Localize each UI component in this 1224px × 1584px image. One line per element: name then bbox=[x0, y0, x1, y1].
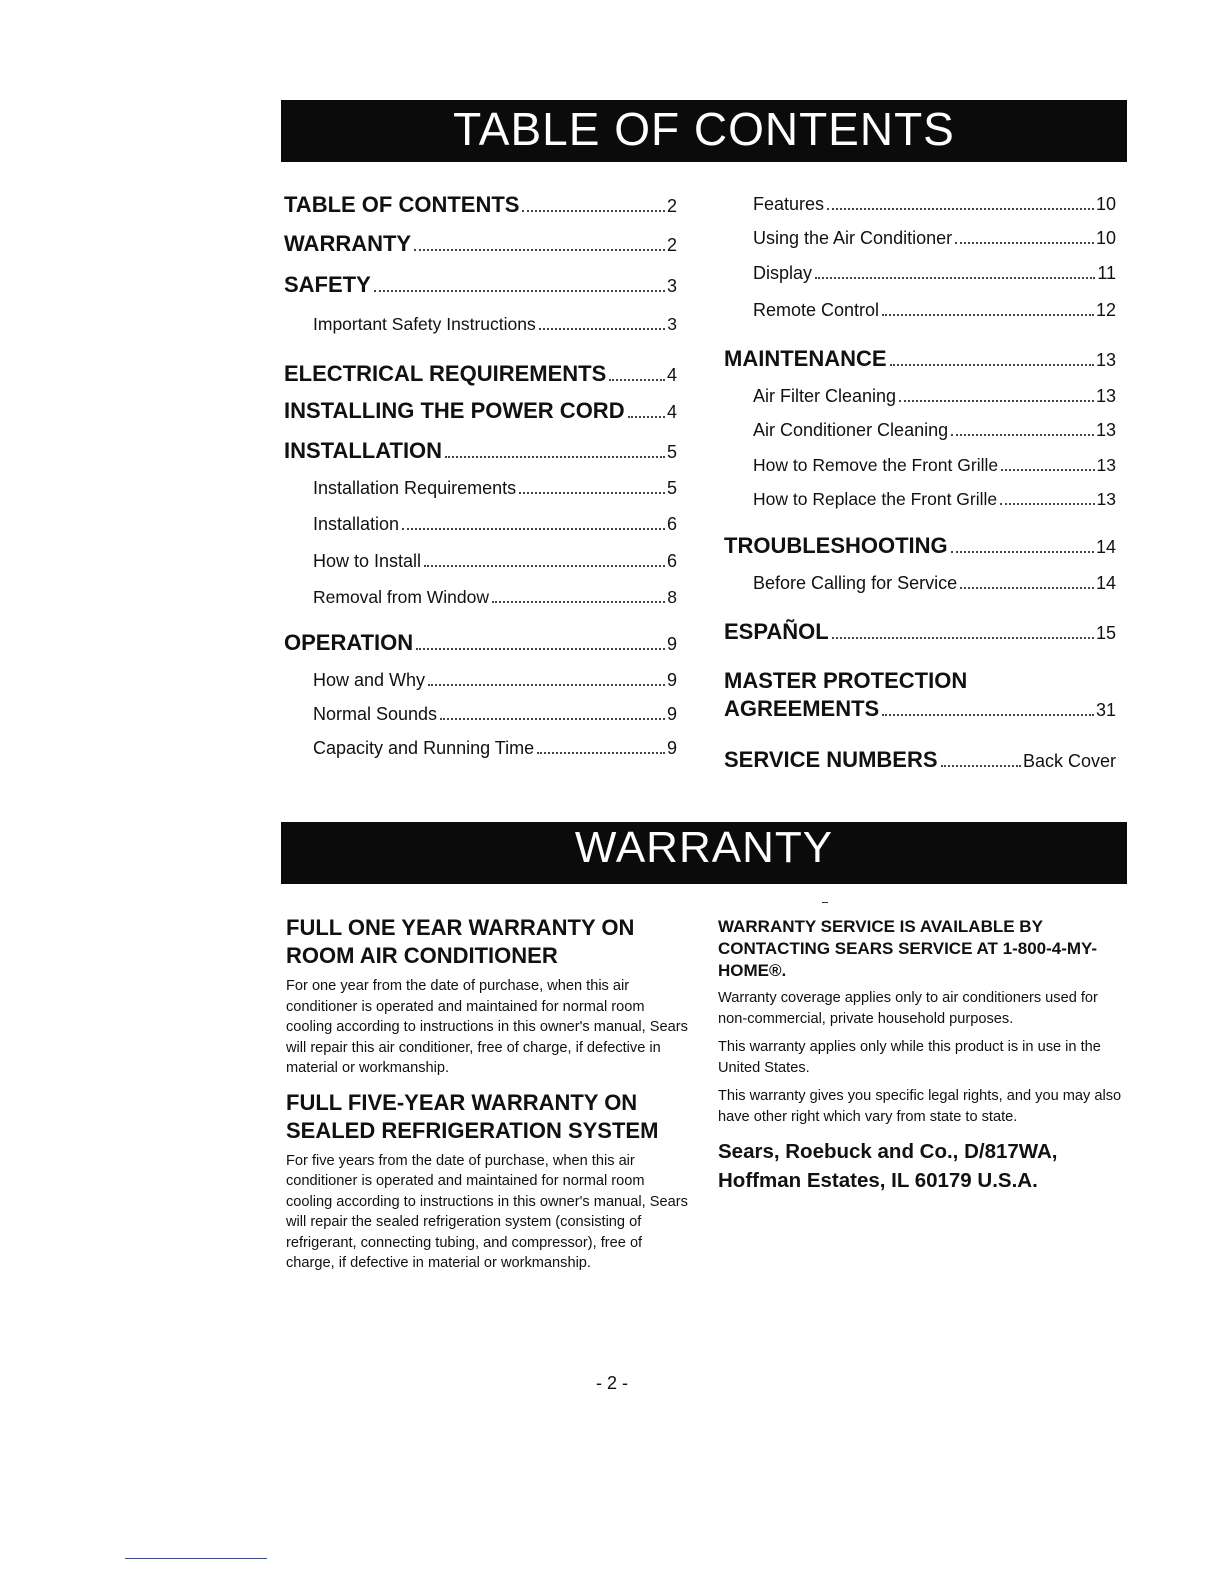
toc-entry-label: WARRANTY bbox=[284, 231, 412, 256]
five-year-warranty-text: For five years from the date of purchase, when this air conditioner is operated and maintained for normal room cooling according to instructions in this owner's manual, Sears will repair the sealed refrigeration system (consisting of refrigerant, connecting tubing, and compressor), free of charge, if defective in material or workmanship. bbox=[286, 1152, 688, 1271]
dot-leader bbox=[890, 364, 1094, 366]
toc-entry-page: 5 bbox=[666, 478, 677, 498]
toc-entry-page: 6 bbox=[666, 514, 677, 534]
toc-entry-page: 10 bbox=[1095, 228, 1116, 248]
toc-entry-master-protection-line1: MASTER PROTECTION bbox=[724, 668, 968, 693]
toc-entry[interactable] bbox=[753, 300, 1116, 321]
toc-entry-page: 4 bbox=[666, 365, 677, 385]
toc-entry[interactable] bbox=[753, 455, 1116, 476]
toc-entry[interactable] bbox=[724, 696, 1116, 722]
toc-entry-label: How to Replace the Front Grille bbox=[753, 489, 998, 509]
sears-address-line1: Sears, Roebuck and Co., D/817WA, bbox=[718, 1140, 1058, 1163]
dot-leader bbox=[402, 528, 665, 530]
toc-entry-page: 10 bbox=[1095, 194, 1116, 214]
toc-entry-label: INSTALLING THE POWER CORD bbox=[284, 398, 625, 423]
toc-entry-page: 9 bbox=[666, 738, 677, 758]
dot-leader bbox=[628, 416, 665, 418]
toc-entry-page: 5 bbox=[666, 442, 677, 462]
one-year-warranty-heading: FULL ONE YEAR WARRANTY ON ROOM AIR CONDITIONER bbox=[286, 915, 635, 968]
toc-entry[interactable] bbox=[284, 398, 677, 424]
dot-leader bbox=[539, 328, 666, 330]
toc-entry-page: 3 bbox=[666, 276, 677, 296]
toc-entry-label: AGREEMENTS bbox=[724, 696, 880, 721]
one-year-warranty-text: For one year from the date of purchase, when this air conditioner is operated and maintained for normal room cooling according to instructions in this owner's manual, Sears will repair this air conditioner, free of charge, if defective in material or workmanship. bbox=[286, 978, 688, 1076]
toc-entry[interactable] bbox=[313, 478, 677, 499]
dot-leader bbox=[882, 314, 1094, 316]
toc-entry-page: 9 bbox=[666, 670, 677, 690]
toc-entry-page: 9 bbox=[666, 704, 677, 724]
toc-entry[interactable] bbox=[313, 514, 677, 535]
toc-entry-page: 8 bbox=[667, 587, 677, 607]
toc-entry-page: 2 bbox=[666, 235, 677, 255]
dot-leader bbox=[492, 601, 665, 603]
toc-entry[interactable] bbox=[284, 438, 677, 464]
dot-leader bbox=[899, 400, 1094, 402]
toc-entry[interactable] bbox=[313, 670, 677, 691]
toc-entry[interactable] bbox=[753, 228, 1116, 249]
dot-leader bbox=[815, 277, 1095, 279]
toc-entry[interactable] bbox=[724, 533, 1116, 559]
toc-entry[interactable] bbox=[284, 272, 677, 298]
dot-leader bbox=[955, 242, 1094, 244]
toc-entry-label: Installation Requirements bbox=[313, 478, 517, 498]
warranty-left-column bbox=[286, 914, 691, 1278]
toc-entry-label: Normal Sounds bbox=[313, 704, 438, 724]
toc-entry-page: 13 bbox=[1096, 455, 1116, 475]
dot-leader bbox=[445, 456, 665, 458]
toc-entry-page: 13 bbox=[1095, 350, 1116, 370]
dot-leader bbox=[374, 290, 665, 292]
toc-entry-page: 15 bbox=[1095, 623, 1116, 643]
dot-leader bbox=[832, 637, 1094, 639]
dot-leader bbox=[1001, 469, 1094, 471]
toc-entry[interactable] bbox=[313, 314, 677, 335]
toc-entry-label: ELECTRICAL REQUIREMENTS bbox=[284, 361, 607, 386]
toc-entry[interactable] bbox=[284, 630, 677, 656]
toc-entry[interactable] bbox=[724, 747, 1116, 773]
dot-leader bbox=[440, 718, 665, 720]
toc-entry-page: 13 bbox=[1096, 489, 1116, 509]
toc-entry-label: How and Why bbox=[313, 670, 426, 690]
toc-entry[interactable] bbox=[313, 738, 677, 759]
toc-entry-page: 3 bbox=[667, 314, 677, 334]
sears-address-line2: Hoffman Estates, IL 60179 U.S.A. bbox=[718, 1169, 1038, 1192]
toc-entry[interactable] bbox=[724, 619, 1116, 645]
toc-entry[interactable] bbox=[313, 587, 677, 608]
toc-entry-label: Air Filter Cleaning bbox=[753, 386, 897, 406]
toc-entry-page: 6 bbox=[666, 551, 677, 571]
toc-entry-label: TABLE OF CONTENTS bbox=[284, 192, 520, 217]
dot-leader bbox=[941, 765, 1021, 767]
dot-leader bbox=[428, 684, 665, 686]
dot-leader bbox=[537, 752, 665, 754]
toc-entry-label: Remote Control bbox=[753, 300, 880, 320]
toc-entry[interactable] bbox=[753, 194, 1116, 215]
toc-entry-page: 13 bbox=[1095, 420, 1116, 440]
page-number: - 2 - bbox=[595, 1373, 628, 1393]
toc-entry-label: MAINTENANCE bbox=[724, 346, 887, 371]
bottom-rule bbox=[125, 1558, 267, 1559]
toc-entry-label: TROUBLESHOOTING bbox=[724, 533, 948, 558]
toc-entry-label: ESPAÑOL bbox=[724, 619, 829, 644]
toc-entry[interactable] bbox=[753, 420, 1116, 441]
toc-entry-label: Important Safety Instructions bbox=[313, 314, 536, 334]
toc-entry-page: 2 bbox=[666, 196, 677, 216]
dot-leader bbox=[519, 492, 665, 494]
warranty-banner: WARRANTY bbox=[281, 822, 1127, 884]
toc-entry-label: Before Calling for Service bbox=[753, 573, 958, 593]
toc-entry[interactable] bbox=[284, 192, 677, 218]
toc-entry-page: Back Cover bbox=[1022, 751, 1116, 771]
toc-entry-label: OPERATION bbox=[284, 630, 414, 655]
toc-entry-page: 31 bbox=[1095, 700, 1116, 720]
toc-entry-page: 13 bbox=[1095, 386, 1116, 406]
toc-entry-label: How to Remove the Front Grille bbox=[753, 455, 999, 475]
toc-entry-page: 14 bbox=[1095, 573, 1116, 593]
dot-leader bbox=[951, 434, 1094, 436]
stray-mark bbox=[822, 902, 828, 903]
toc-entry-label: Air Conditioner Cleaning bbox=[753, 420, 949, 440]
toc-entry-label: INSTALLATION bbox=[284, 438, 443, 463]
warranty-right-column bbox=[718, 916, 1122, 1195]
toc-entry-label: Removal from Window bbox=[313, 587, 490, 607]
toc-entry-label: SAFETY bbox=[284, 272, 371, 297]
toc-entry-label: Capacity and Running Time bbox=[313, 738, 535, 758]
dot-leader bbox=[960, 587, 1094, 589]
toc-entry[interactable] bbox=[753, 386, 1116, 407]
toc-entry-page: 12 bbox=[1095, 300, 1116, 320]
warranty-rights-text: This warranty gives you specific legal rights, and you may also have other right which vary from state to state. bbox=[718, 1088, 1122, 1125]
toc-entry[interactable] bbox=[313, 551, 677, 572]
dot-leader bbox=[424, 565, 665, 567]
dot-leader bbox=[882, 714, 1094, 716]
toc-entry-label: SERVICE NUMBERS bbox=[724, 747, 938, 772]
five-year-warranty-heading: FULL FIVE-YEAR WARRANTY ON SEALED REFRIGERATION SYSTEM bbox=[286, 1089, 659, 1143]
toc-entry-label: Display bbox=[753, 263, 813, 283]
dot-leader bbox=[951, 551, 1094, 553]
toc-entry-label: How to Install bbox=[313, 551, 422, 571]
toc-entry-page: 4 bbox=[666, 402, 677, 422]
dot-leader bbox=[827, 208, 1094, 210]
toc-entry-label: Using the Air Conditioner bbox=[753, 228, 953, 248]
toc-entry[interactable] bbox=[284, 361, 677, 387]
toc-entry[interactable] bbox=[313, 704, 677, 725]
toc-entry-label: Features bbox=[753, 194, 825, 214]
toc-entry-page: 11 bbox=[1097, 263, 1116, 283]
toc-entry[interactable] bbox=[753, 263, 1116, 284]
toc-entry-page: 9 bbox=[666, 634, 677, 654]
toc-entry-label: Installation bbox=[313, 514, 400, 534]
toc-entry[interactable] bbox=[284, 231, 677, 257]
warranty-us-only-text: This warranty applies only while this product is in use in the United States. bbox=[718, 1039, 1101, 1076]
dot-leader bbox=[1000, 503, 1094, 505]
warranty-coverage-text: Warranty coverage applies only to air conditioners used for non-commercial, private household purposes. bbox=[718, 990, 1098, 1027]
toc-entry[interactable] bbox=[753, 489, 1116, 510]
sears-address bbox=[718, 1137, 1122, 1195]
toc-entry[interactable] bbox=[753, 573, 1116, 594]
toc-entry-page: 14 bbox=[1095, 537, 1116, 557]
dot-leader bbox=[522, 210, 665, 212]
dot-leader bbox=[414, 249, 665, 251]
warranty-service-heading: WARRANTY SERVICE IS AVAILABLE BY CONTACTING SEARS SERVICE AT 1-800-4-MY-HOME®. bbox=[718, 917, 1098, 980]
dot-leader bbox=[609, 379, 665, 381]
toc-banner: TABLE OF CONTENTS bbox=[281, 100, 1127, 162]
dot-leader bbox=[416, 648, 665, 650]
toc-entry[interactable] bbox=[724, 346, 1116, 372]
